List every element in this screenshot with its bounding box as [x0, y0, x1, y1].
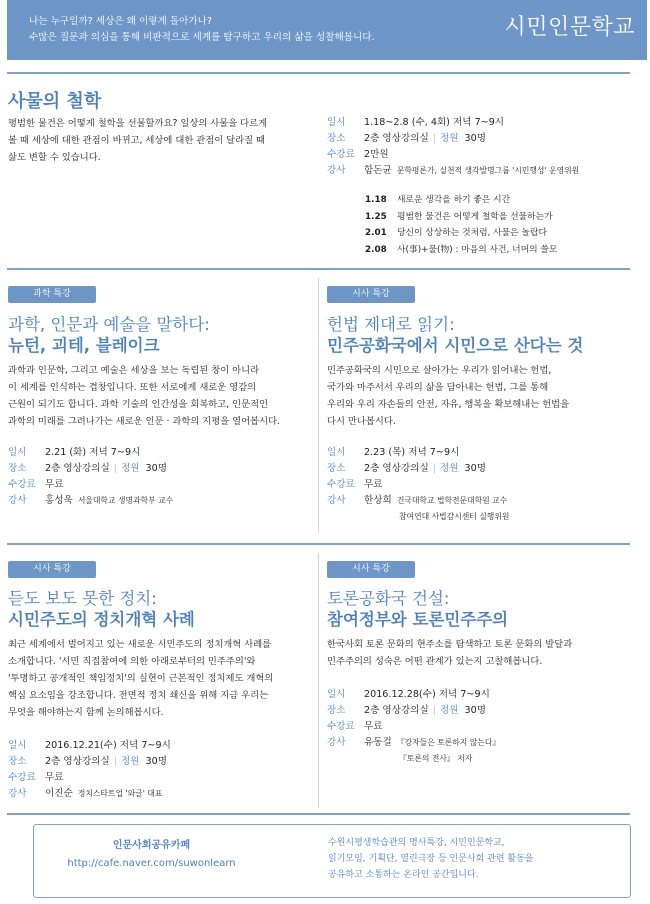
section-description	[8, 636, 313, 721]
label-fee: 수강료	[327, 479, 355, 490]
cafe-name: 인문사회공유카페	[112, 840, 191, 851]
label-date: 일시	[327, 447, 346, 458]
lecturer-note: 정치스타트업 '와글' 대표	[77, 789, 163, 798]
lecturer-note: 『강자들은 토론하지 않는다』	[396, 738, 501, 747]
intro-line: 나는 누구일까? 세상은 왜 이렇게 돌아가나?	[29, 16, 212, 27]
category-badge: 과학 특강	[8, 286, 96, 303]
desc-line: 우리와 우리 자손들의 안전, 자유, 행복을 확보해내는 헌법을	[327, 399, 570, 410]
divider	[7, 543, 630, 545]
label-place: 장소	[8, 756, 27, 767]
cafe-url-link[interactable]: http://cafe.naver.com/suwonlearn	[67, 858, 236, 869]
label-date: 일시	[8, 740, 27, 751]
column-divider	[318, 553, 319, 808]
lecturer-note: 문학평론가, 실천적 생각발명그룹 '시민행성' 운영위원	[396, 166, 580, 175]
desc-line: 이 세계를 인식하는 겹창입니다. 또한 서로에게 새로운 영감의	[8, 382, 257, 393]
desc-line: 최근 세계에서 벌어지고 있는 새로운 시민주도의 정치개혁 사례를	[8, 639, 272, 650]
cafe-info	[64, 837, 239, 873]
label-capacity: 정원	[121, 463, 140, 474]
footer-description	[328, 835, 533, 883]
label-capacity: 정원	[121, 756, 140, 767]
label-date: 일시	[8, 447, 27, 458]
value-place: 2층 영상강의실	[45, 756, 110, 767]
label-fee: 수강료	[327, 721, 355, 732]
label-date: 일시	[327, 689, 346, 700]
schedule-row	[365, 209, 557, 226]
schedule-date: 1.25	[365, 211, 387, 222]
value-capacity: 30명	[464, 133, 487, 144]
label-place: 장소	[327, 705, 346, 716]
label-fee: 수강료	[8, 772, 36, 783]
label-place: 장소	[327, 463, 346, 474]
title-line: 참여정부와 토론민주주의	[327, 610, 509, 629]
lecturer-note: 건국대학교 법학전문대학원 교수	[396, 496, 508, 505]
schedule-topic: 당신이 상상하는 것처럼, 사물은 놀랍다	[397, 228, 547, 238]
footer-line: 수원시평생학습관의 명사특강, 시민인문학교,	[328, 838, 505, 848]
section-title	[327, 588, 508, 630]
title-line: 듣도 보도 못한 정치:	[8, 589, 157, 608]
label-lecturer: 강사	[327, 737, 346, 748]
section-title	[8, 314, 210, 356]
title-line: 뉴턴, 괴테, 블레이크	[8, 336, 160, 355]
title-line: 헌법 제대로 읽기:	[327, 315, 455, 334]
schedule-topic: 새로운 생각을 하기 좋은 시간	[397, 195, 511, 205]
info-table	[327, 445, 509, 525]
label-fee: 수강료	[8, 479, 36, 490]
divider	[7, 72, 630, 74]
label-capacity: 정원	[440, 133, 459, 144]
value-date: 2.21 (화) 저녁 7~9시	[45, 447, 141, 458]
desc-line: 민주공화국의 시민으로 살아가는 우리가 읽어내는 헌법,	[327, 365, 552, 376]
desc-line: 소개합니다. '시민 직접참여에 의한 아래로부터의 민주주의'와	[8, 656, 256, 667]
brand-title: 시민인문학교	[504, 15, 635, 40]
section-description	[8, 362, 313, 430]
category-badge: 시사 특강	[8, 561, 96, 578]
value-lecturer: 홍성욱	[45, 495, 73, 506]
label-capacity: 정원	[440, 705, 459, 716]
desc-line: 근원이 되기도 합니다. 과학 기술의 인간성을 회복하고, 인문적인	[8, 399, 269, 410]
info-table	[327, 115, 579, 179]
schedule-topic: 평범한 물건은 어떻게 철학을 선물하는가	[397, 211, 553, 222]
footer-box	[33, 824, 631, 898]
value-fee: 무료	[364, 721, 383, 732]
footer-line: 공유하고 소통하는 온라인 공간입니다.	[328, 870, 479, 880]
divider-bar: |	[113, 756, 117, 767]
value-lecturer: 함돈균	[364, 165, 392, 176]
section-title	[8, 588, 195, 630]
title-line: 시민주도의 정치개혁 사례	[8, 610, 195, 629]
category-badge: 시사 특강	[327, 561, 415, 578]
divider-bar: |	[113, 463, 117, 474]
schedule-date: 1.18	[365, 195, 387, 205]
label-place: 장소	[8, 463, 27, 474]
section-title: 사물의 철학	[8, 91, 102, 112]
lecturer-note: 참여연대 사법감시센터 실행위원	[399, 512, 510, 521]
footer-line: 읽기모임, 기획단, 열린극장 등 인문사회 관련 활동을	[328, 854, 534, 864]
value-date: 2.23 (목) 저녁 7~9시	[364, 447, 460, 458]
desc-line: 한국사회 토론 문화의 현주소를 탐색하고 토론 문화의 발달과	[327, 639, 573, 650]
intro-line: 수많은 질문과 의심을 통해 비판적으로 세계를 탐구하고 우리의 삶을 성찰해봅니다.	[29, 32, 375, 43]
lecturer-note: 서울대학교 생명과학부 교수	[77, 496, 174, 505]
title-line: 과학, 인문과 예술을 말하다:	[8, 315, 210, 334]
label-lecturer: 강사	[327, 165, 346, 176]
label-lecturer: 강사	[8, 495, 27, 506]
value-place: 2층 영상강의실	[364, 705, 429, 716]
category-badge: 시사 특강	[327, 286, 415, 303]
desc-line: 과학의 미래를 그려나가는 새로운 인문 · 과학의 지평을 열어봅시다.	[8, 416, 281, 427]
value-lecturer: 이진순	[45, 788, 73, 799]
section-description	[8, 115, 308, 166]
value-capacity: 30명	[464, 463, 487, 474]
schedule-list	[365, 192, 557, 258]
desc-line: 국가와 마주서서 우리의 삶을 담아내는 헌법, 그를 통해	[327, 382, 549, 393]
value-lecturer: 한상희	[364, 495, 392, 506]
value-date: 1.18~2.8 (수, 4회) 저녁 7~9시	[364, 117, 505, 128]
label-date: 일시	[327, 117, 346, 128]
desc-line: 평범한 물건은 어떻게 철학을 선물할까요? 일상의 사물을 다르게	[8, 118, 268, 129]
value-place: 2층 영상강의실	[364, 133, 429, 144]
desc-line: 삶도 변할 수 있습니다.	[8, 152, 101, 163]
label-place: 장소	[327, 133, 346, 144]
divider-bar: |	[432, 133, 436, 144]
desc-line: 다시 만나봅시다.	[327, 416, 396, 427]
schedule-row	[365, 192, 557, 209]
label-lecturer: 강사	[8, 788, 27, 799]
divider	[7, 813, 630, 815]
title-line: 토론공화국 건설:	[327, 589, 450, 608]
label-lecturer: 강사	[327, 495, 346, 506]
desc-line: 과학과 인문학, 그리고 예술은 세상을 보는 독립된 창이 아니라	[8, 365, 260, 376]
title-line: 민주공화국에서 시민으로 산다는 것	[327, 336, 584, 355]
divider	[7, 268, 630, 270]
label-capacity: 정원	[440, 463, 459, 474]
schedule-row	[365, 225, 557, 242]
schedule-row	[365, 242, 557, 259]
info-table	[8, 738, 171, 802]
header-intro	[29, 14, 375, 46]
value-lecturer: 유동걸	[364, 737, 392, 748]
value-capacity: 30명	[145, 463, 168, 474]
section-description	[327, 362, 632, 430]
section-title	[327, 314, 583, 356]
desc-line: 핵심 요소임을 강조합니다. 전면적 정치 쇄신을 위해 지금 우리는	[8, 690, 269, 701]
value-place: 2층 영상강의실	[364, 463, 429, 474]
info-table	[327, 687, 500, 767]
desc-line: '투명하고 공개적인 책임정치'의 실현이 근본적인 정치제도 개혁의	[8, 673, 274, 684]
value-fee: 무료	[45, 772, 64, 783]
info-table	[8, 445, 173, 509]
lecturer-note: 『토론의 전사』 저자	[399, 754, 473, 763]
divider-bar: |	[432, 463, 436, 474]
value-capacity: 30명	[145, 756, 168, 767]
schedule-topic: 사(事)+물(物) : 마음의 사건, 너머의 쓸모	[397, 244, 558, 255]
value-place: 2층 영상강의실	[45, 463, 110, 474]
section-description	[327, 636, 632, 670]
schedule-date: 2.08	[365, 244, 387, 255]
value-date: 2016.12.21(수) 저녁 7~9시	[45, 740, 171, 751]
divider-bar: |	[432, 705, 436, 716]
value-fee: 무료	[45, 479, 64, 490]
desc-line: 볼 때 세상에 대한 관점이 바뀌고, 세상에 대한 관점이 달라질 때	[8, 135, 266, 146]
schedule-date: 2.01	[365, 228, 387, 238]
desc-line: 민주주의의 성숙은 어떤 관계가 있는지 고찰해봅니다.	[327, 656, 543, 667]
value-fee: 무료	[364, 479, 383, 490]
value-date: 2016.12.28(수) 저녁 7~9시	[364, 689, 490, 700]
label-fee: 수강료	[327, 149, 355, 160]
desc-line: 무엇을 해야하는지 함께 논의해봅시다.	[8, 707, 164, 718]
value-fee: 2만원	[364, 149, 389, 160]
column-divider	[318, 278, 319, 533]
header-banner	[7, 0, 647, 60]
value-capacity: 30명	[464, 705, 487, 716]
